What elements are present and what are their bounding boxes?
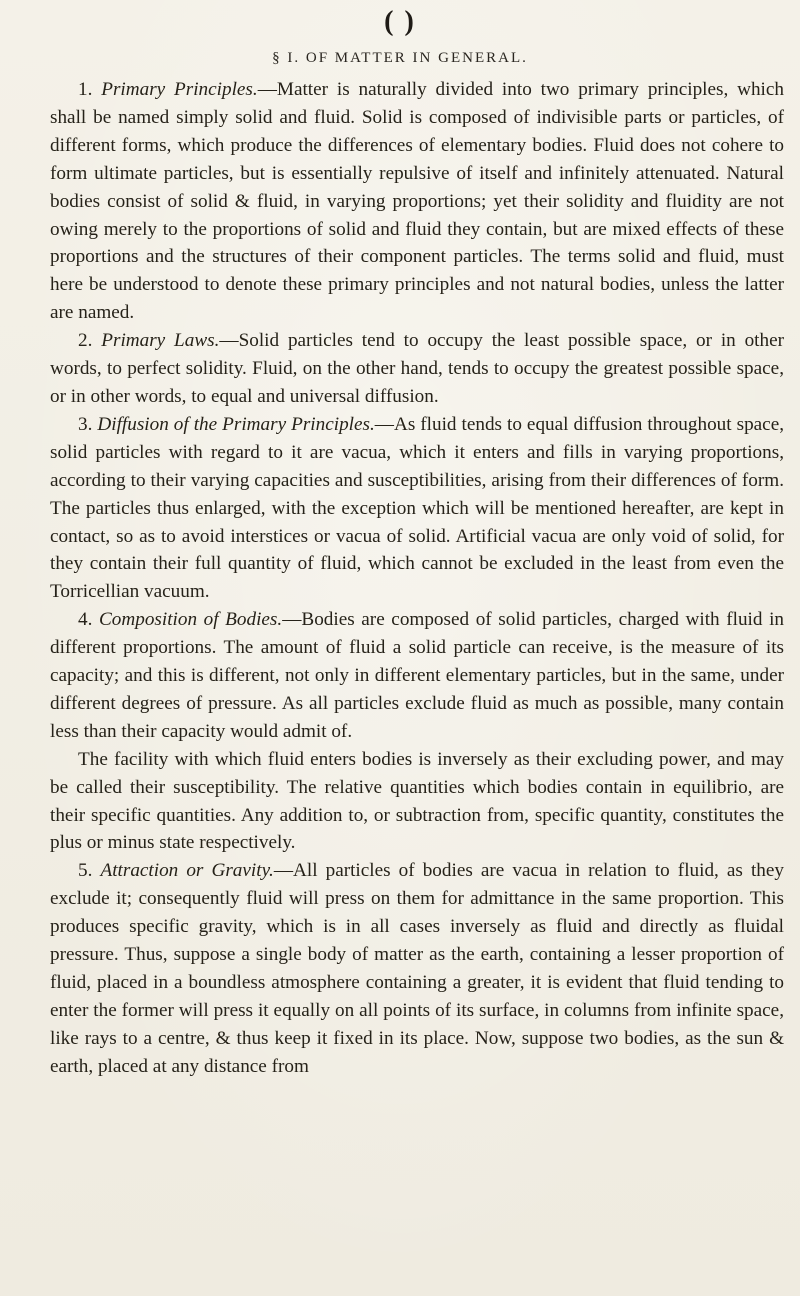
section-text: —Bodies are composed of solid particles, charged with fluid in different proportions. The amount of fluid a solid particle can receive, is the measure of its capacity; and this is different, not only in different elementary particles, but in the same, under different degrees of pressure. As all particles exclude fluid as much as possible, many contain less than their capacity would admit of. [50, 609, 784, 742]
section-attraction [50, 857, 784, 1080]
section-text: —Matter is naturally divided into two primary principles, which shall be named simply solid and fluid. Solid is composed of indivisible parts or particles, of different forms, which produce the differences of elementary bodies. Fluid does not cohere to form ultimate particles, but is essentially repulsive of itself and infinitely attenuated. Natural bodies consist of solid & fluid, in varying proportions; yet their solidity and fluidity are not owing merely to the proportions of solid and fluid they contain, but are mixed effects of these proportions and the structures of their component particles. The terms solid and fluid, must here be understood to denote these primary principles and not natural bodies, unless the latter are named. [50, 79, 785, 324]
page-folio: ( ) [384, 6, 416, 37]
section-text: —As fluid tends to equal diffusion throughout space, solid particles with regard to it are vacua, which it enters and fills in varying proportions, according to their varying capacities and susceptibilities, arising from their differences of form. The particles thus enlarged, with the exception which will be mentioned hereafter, are kept in contact, so as to avoid interstices or vacua of solid. Artificial vacua are only void of solid, for they contain their full quantity of fluid, which cannot be excluded in the least from even the Torricellian vacuum. [50, 413, 785, 603]
section-number: 5. [78, 860, 93, 882]
section-heading: Attraction or Gravity. [100, 860, 274, 882]
running-head: § I. OF MATTER IN GENERAL. [272, 50, 528, 66]
section-primary-laws [50, 327, 784, 411]
section-text: The facility with which fluid enters bodies is inversely as their excluding power, and may be called their susceptibility. The relative quantities which bodies contain in equilibrio, are their specific quantities. Any addition to, or subtraction from, specific quantity, constitutes the plus or minus state respectively. [50, 748, 784, 854]
section-text: —All particles of bodies are vacua in relation to fluid, as they exclude it; consequently fluid will press on them for admittance in the same proportion. This produces specific gravity, which is in all cases inversely as fluid and directly as fluidal pressure. Thus, suppose a single body of matter as the earth, containing a lesser proportion of fluid, placed in a boundless atmosphere containing a greater, it is evident that fluid tending to enter the former will press it equally on all points of its surface, in columns from infinite space, like rays to a centre, & thus keep it fixed in its place. Now, suppose two bodies, as the sun & earth, placed at any distance from [50, 860, 784, 1077]
page-body [50, 76, 784, 1081]
section-heading: Diffusion of the Primary Principles. [97, 413, 375, 435]
section-number: 1. [78, 79, 93, 100]
section-heading: Primary Principles. [101, 79, 258, 100]
section-heading: Primary Laws. [101, 330, 220, 352]
section-number: 3. [78, 413, 93, 435]
paragraph-susceptibility [50, 746, 784, 858]
section-primary-principles [50, 76, 784, 327]
section-number: 2. [78, 330, 93, 352]
section-text: —Solid particles tend to occupy the least possible space, or in other words, to perfect solidity. Fluid, on the other hand, tends to occupy the greatest possible space, or in other words, to equal and universal diffusion. [50, 330, 785, 407]
section-diffusion [50, 411, 784, 606]
section-heading: Composition of Bodies. [98, 609, 283, 631]
section-composition [50, 606, 784, 746]
section-number: 4. [78, 609, 93, 631]
